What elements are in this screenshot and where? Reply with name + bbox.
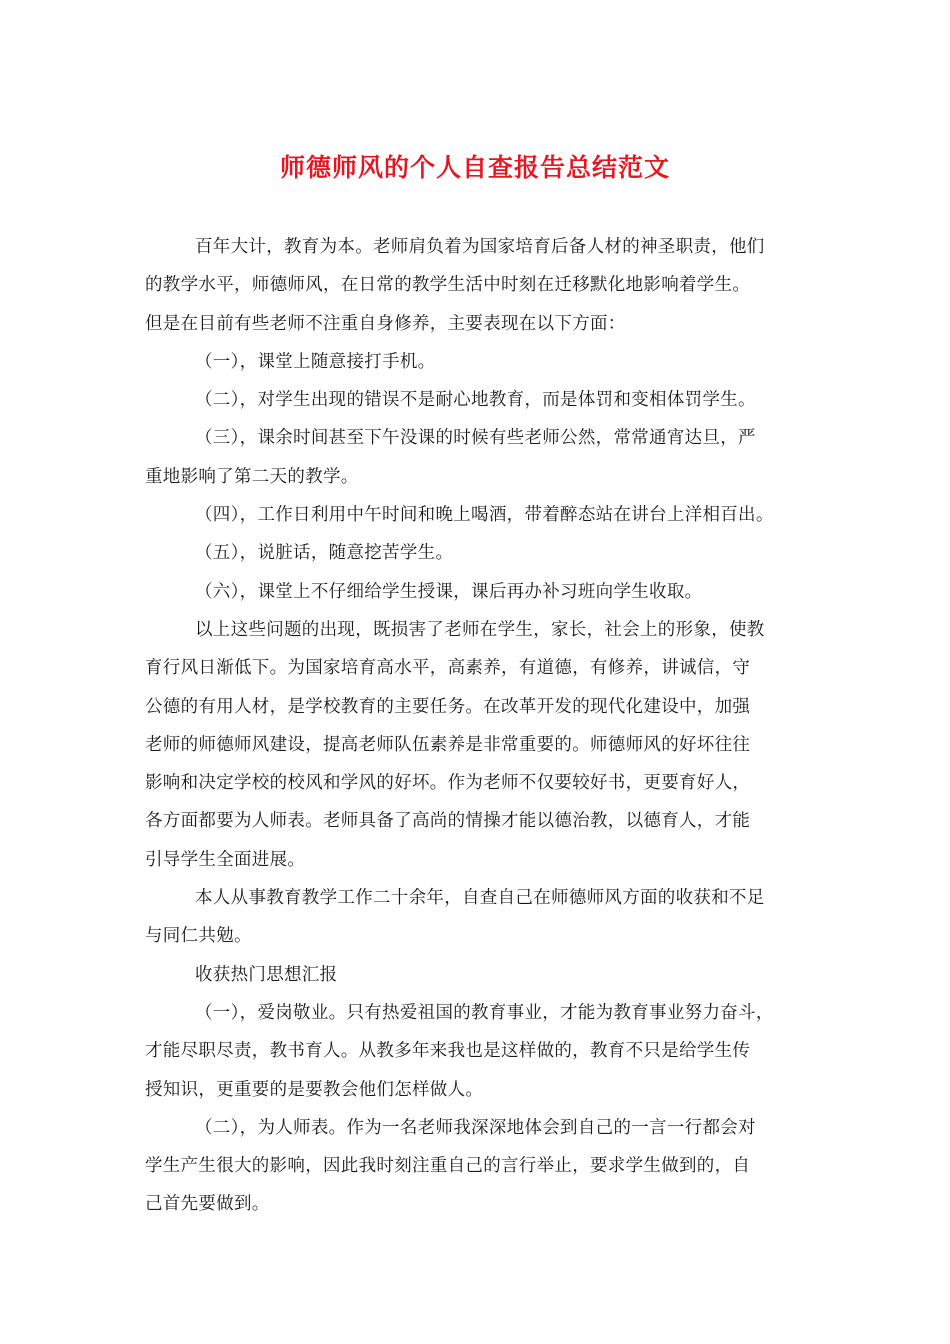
paragraph-line: 引导学生全面进展。 — [145, 849, 306, 870]
paragraph-line: 影响和决定学校的校风和学风的好坏。作为老师不仅要较好书，更要育好人， — [145, 773, 751, 794]
paragraph-line: （三），课余时间甚至下午没课的时候有些老师公然，常常通宵达旦，严 — [195, 428, 756, 449]
paragraph-line: 以上这些问题的出现，既损害了老师在学生，家长，社会上的形象，使教 — [195, 619, 765, 640]
document-title: 师德师风的个人自查报告总结范文 — [279, 153, 670, 182]
paragraph-line: 老师的师德师风建设，提高老师队伍素养是非常重要的。师德师风的好坏往往 — [145, 734, 751, 755]
paragraph-line: 公德的有用人材，是学校教育的主要任务。在改革开发的现代化建设中，加强 — [145, 696, 751, 717]
paragraph-line: 重地影响了第二天的教学。 — [145, 466, 359, 487]
paragraph-line: 但是在目前有些老师不注重自身修养，主要表现在以下方面： — [145, 313, 626, 334]
paragraph-line: （一），课堂上随意接打手机。 — [195, 351, 436, 372]
paragraph-line: （一），爱岗敬业。只有热爱祖国的教育事业，才能为教育事业努力奋斗， — [195, 1002, 774, 1023]
paragraph-line: 与同仁共勉。 — [145, 926, 252, 947]
paragraph-line: 的教学水平，师德师风，在日常的教学生活中时刻在迁移默化地影响着学生。 — [145, 275, 751, 296]
paragraph-line: 己首先要做到。 — [145, 1194, 270, 1215]
paragraph-line: （二），为人师表。作为一名老师我深深地体会到自己的一言一行都会对 — [195, 1117, 756, 1138]
paragraph-line: （六），课堂上不仔细给学生授课，课后再办补习班向学生收取。 — [195, 581, 703, 602]
paragraph-line: 百年大计，教育为本。老师肩负着为国家培育后备人材的神圣职责，他们 — [195, 237, 765, 257]
paragraph-line: 各方面都要为人师表。老师具备了高尚的情操才能以德治教，以德育人，才能 — [145, 811, 751, 832]
paragraph-line: （二），对学生出现的错误不是耐心地教育，而是体罚和变相体罚学生。 — [195, 390, 756, 411]
paragraph-line: 学生产生很大的影响，因此我时刻注重自己的言行举止，要求学生做到的，自 — [145, 1156, 751, 1177]
paragraph-line: 收获热门思想汇报 — [195, 964, 338, 985]
paragraph-line: 本人从事教育教学工作二十余年，自查自己在师德师风方面的收获和不足 — [195, 888, 765, 909]
paragraph-line: 才能尽职尽责，教书育人。从教多年来我也是这样做的，教育不只是给学生传 — [145, 1041, 751, 1062]
paragraph-line: 授知识，更重要的是要教会他们怎样做人。 — [145, 1079, 484, 1100]
paragraph-line: （五），说脏话，随意挖苦学生。 — [195, 543, 454, 564]
paragraph-line: 育行风日渐低下。为国家培育高水平，高素养，有道德，有修养，讲诚信，守 — [145, 658, 751, 679]
paragraph-line: （四），工作日利用中午时间和晚上喝酒，带着醉态站在讲台上洋相百出。 — [195, 505, 774, 526]
document-body — [145, 228, 820, 1224]
